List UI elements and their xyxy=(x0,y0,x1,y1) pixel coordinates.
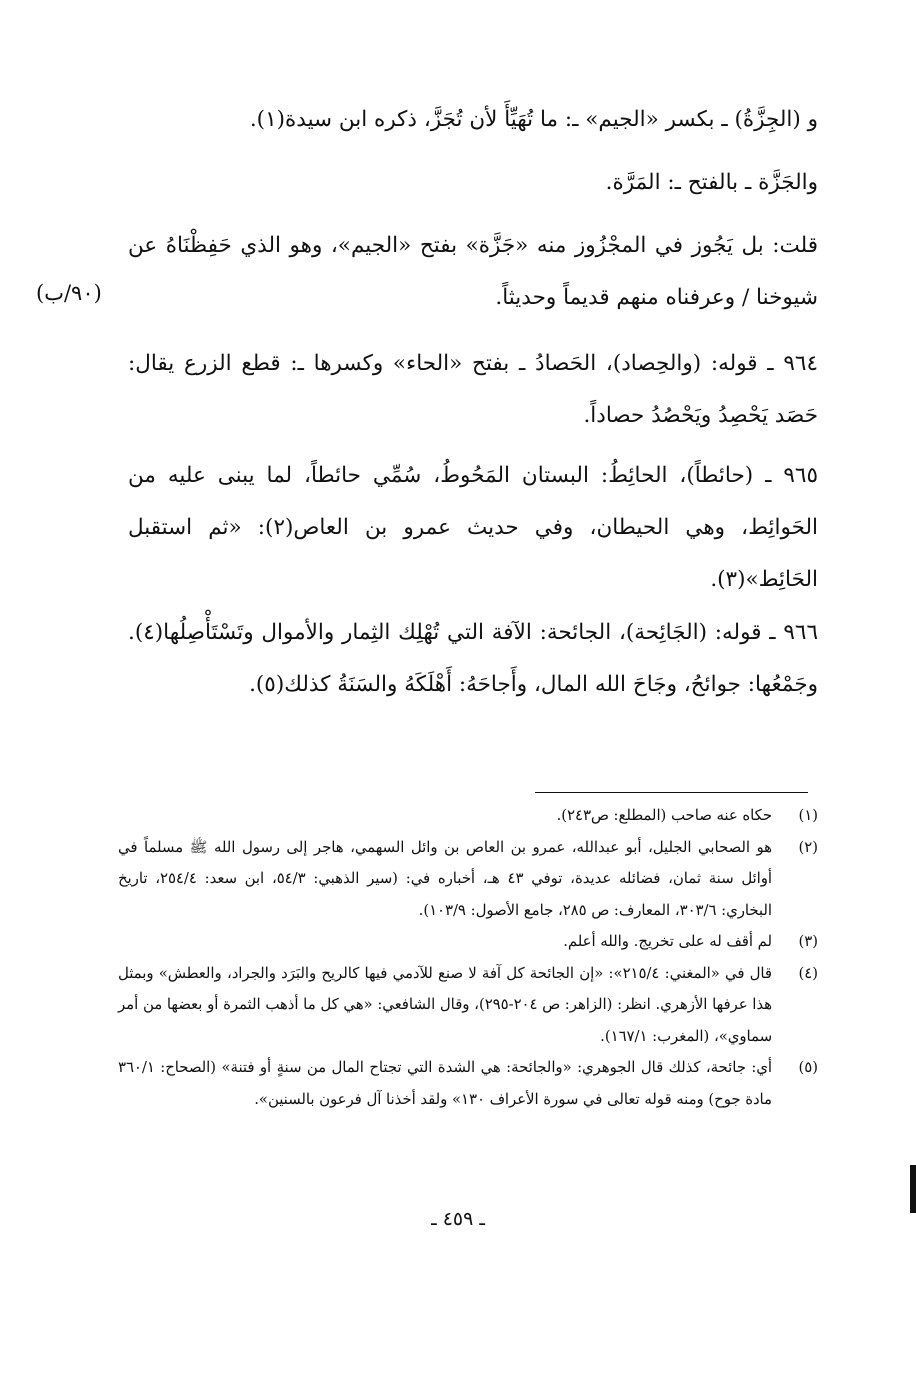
footnote-text: قال في «المغني: ٢١٥/٤»: «إن الجائحة كل آفة لا صنع للآدمي فيها كالريح والبَرَد والجراد، والعطش» وبمثل هذا عرفها الأزهري. انظر: (الزاهر: ص ٢٠٤-٢٩٥)، وقال الشافعي: «هي كل ما أذهب الثمرة أو بعضها من أمر سماوي»، (المغرب: ١٦٧/١). xyxy=(118,964,772,1045)
body-paragraph xyxy=(128,94,818,146)
footnote-text: هو الصحابي الجليل، أبو عبدالله، عمرو بن العاص بن وائل السهمي، هاجر إلى رسول الله ﷺ مسلماً في أوائل سنة ثمان، فضائله عديدة، توفي ٤٣ هـ، أخباره في: (سير الذهبي: ٥٤/٣، ابن سعد: ٢٥٤/٤، تاريخ البخاري: ٣٠٣/٦، المعارف: ص ٢٨٥، جامع الأصول: ١٠٣/٩). xyxy=(118,838,773,919)
footnote-number: (٣) xyxy=(798,933,818,950)
manuscript-folio-marker: (٩٠/ب) xyxy=(36,281,102,305)
footnote-number: (٢) xyxy=(798,838,818,856)
footnote-text: أي: جائحة، كذلك قال الجوهري: «والجائحة: هي الشدة التي تجتاح المال من سنةٍ أو فتنة» (الصحاح: ٣٦٠/١ مادة جوح) ومنه قوله تعالى في سورة الأعراف ١٣٠» ولقد أخذنا آل فرعون بالسنين». xyxy=(118,1059,772,1108)
paragraph-text: ٩٦٥ ـ (حائطاً)، الحائِطُ: البستان المَحُوطُ، سُمِّي حائطاً، لما يبنى عليه من الحَوائِط، وهي الحيطان، وفي حديث عمرو بن العاص(٢): «ثم استقبل الحَائِط»(٣). xyxy=(128,463,818,592)
footnote xyxy=(118,958,818,1053)
paragraph-text: ٩٦٦ ـ قوله: (الجَائِحة)، الجائحة: الآفة التي تُهْلِك الثِمار والأموال وتَسْتَأْصِلُها(٤). وجَمْعُها: جوائحُ، وجَاحَ الله المال، وأَجاحَهُ: أَهْلَكَهُ والسَنَةُ كذلك(٥). xyxy=(128,620,818,697)
footnote xyxy=(118,800,818,832)
footnote-separator xyxy=(535,792,808,793)
footnotes xyxy=(118,800,818,1115)
paragraph-text: قلت: بل يَجُوز في المجْزُوز منه «جَزَّة» بفتح «الجيم»، وهو الذي حَفِظْنَاهُ عن شيوخنا / وعرفناه منهم قديماً وحديثاً. xyxy=(128,233,818,310)
paragraph-text: ٩٦٤ ـ قوله: (والحِصاد)، الحَصادُ ـ بفتح «الحاء» وكسرها ـ: قطع الزرع يقال: حَصَد يَحْصِدُ ويَحْصُدُ حصاداً. xyxy=(128,351,818,428)
footnote-text: حكاه عنه صاحب (المطلع: ص٢٤٣). xyxy=(556,807,772,824)
footnote-text: لم أقف له على تخريج. والله أعلم. xyxy=(563,933,772,950)
body-paragraph xyxy=(128,220,818,324)
body-paragraph xyxy=(128,607,818,711)
body-paragraph xyxy=(128,338,818,442)
page-number: ـ ٤٥٩ ـ xyxy=(431,1208,485,1230)
footnote-number: (٤) xyxy=(798,964,818,982)
body-paragraph xyxy=(128,157,818,209)
page-edge-mark xyxy=(910,1165,916,1213)
footnote xyxy=(118,926,818,958)
footnote-number: (٥) xyxy=(798,1059,818,1076)
body-paragraph xyxy=(128,450,818,606)
paragraph-text: والجَزَّة ـ بالفتح ـ: المَرَّة. xyxy=(605,170,818,195)
paragraph-text: و (الجِزَّةُ) ـ بكسر «الجيم» ـ: ما تُهَيِّأَ لأن تُجَزَّ، ذكره ابن سيدة(١). xyxy=(249,107,818,132)
footnote xyxy=(118,1052,818,1115)
footnote-number: (١) xyxy=(798,807,818,824)
footnote xyxy=(118,832,818,927)
